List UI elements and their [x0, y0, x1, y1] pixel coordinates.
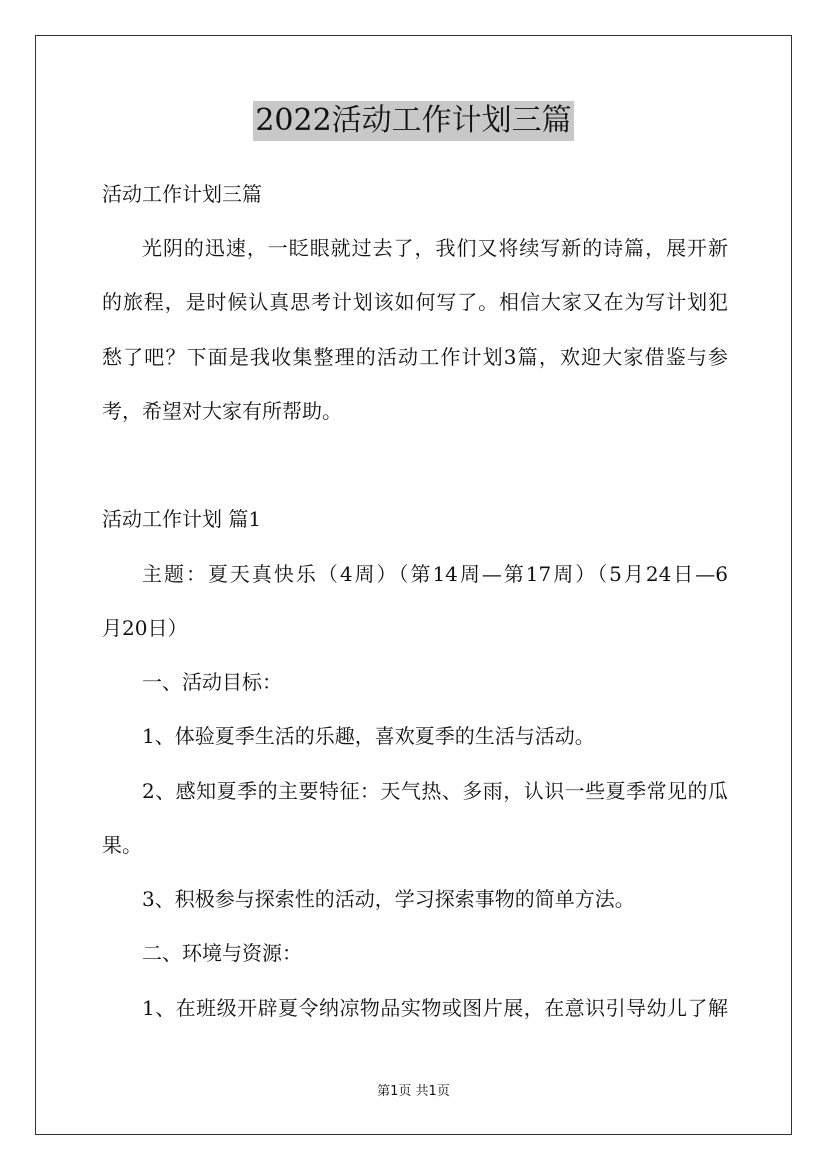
subtitle: 活动工作计划三篇: [102, 182, 262, 206]
intro-line-2: 的旅程，是时候认真思考计划该如何写了。相信大家又在为写计划犯: [102, 290, 728, 314]
title-container: [0, 101, 827, 141]
page-footer: 第1页 共1页: [377, 1084, 450, 1099]
goal-item-2-line-1: 2、感知夏季的主要特征：天气热、多雨，认识一些夏季常见的瓜: [142, 779, 728, 803]
goal-item-1: 1、体验夏季生活的乐趣，喜欢夏季的生活与活动。: [142, 724, 595, 748]
goal-item-3: 3、积极参与探索性的活动，学习探索事物的简单方法。: [142, 887, 635, 911]
intro-line-3: 愁了吧？下面是我收集整理的活动工作计划3篇，欢迎大家借鉴与参: [102, 345, 728, 369]
goals-heading: 一、活动目标：: [142, 670, 282, 694]
theme-line-1: 主题：夏天真快乐（4周）（第14周—第17周）（5月24日—6: [142, 562, 728, 586]
env-heading: 二、环境与资源：: [142, 941, 302, 965]
document-title: 2022活动工作计划三篇: [253, 101, 573, 141]
section-heading: 活动工作计划 篇1: [102, 507, 262, 531]
goal-item-2-line-2: 果。: [102, 833, 142, 857]
intro-line-1: 光阴的迅速，一眨眼就过去了，我们又将续写新的诗篇，展开新: [142, 236, 728, 260]
intro-line-4: 考，希望对大家有所帮助。: [102, 399, 342, 423]
theme-line-2: 月20日）: [102, 616, 188, 640]
env-item-1: 1、在班级开辟夏令纳凉物品实物或图片展，在意识引导幼儿了解: [142, 996, 728, 1020]
